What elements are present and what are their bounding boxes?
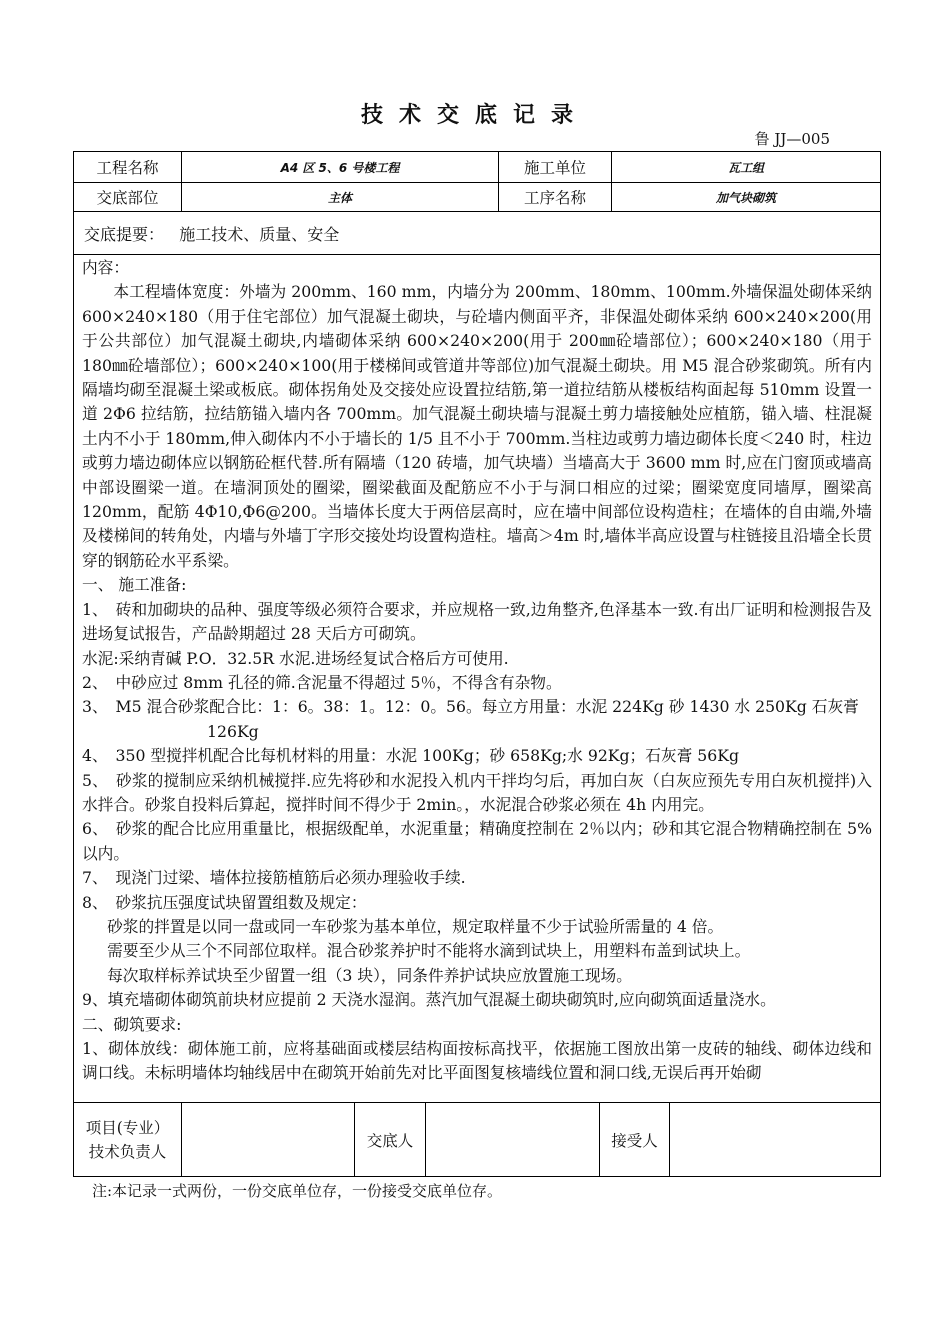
prep-item: 砂浆的拌置是以同一盘或同一车砂浆为基本单位，规定取样量不少于试验所需量的 4 倍。 — [107, 916, 724, 936]
prep-item: 8、 砂浆抗压强度试块留置组数及规定： — [82, 892, 367, 912]
prep-item: 9、填充墙砌体砌筑前块材应提前 2 天浇水湿润。蒸汽加气混凝土砌块砌筑时,应向砌筑面适量浇水。 — [82, 990, 776, 1010]
prep-item: 需要至少从三个不同部位取样。混合砂浆养护时不能将水滴到试块上，用塑料布盖到试块上。 — [107, 941, 751, 961]
prep-item: 水泥:采纳青碱 P.O．32.5R 水泥.进场经复试合格后方可使用. — [82, 648, 509, 668]
process-name-label: 工序名称 — [523, 189, 586, 207]
process-name-value: 加气块砌筑 — [715, 190, 776, 205]
handover-part-value: 主体 — [327, 190, 352, 205]
prep-item: 7、 现浇门过梁、墙体拉接筋植筋后必须办理验收手续. — [82, 868, 466, 888]
row-divider — [74, 211, 880, 212]
prep-item: 1、 砖和加砌块的品种、强度等级必须符合要求，并应规格一致,边角整齐,色泽基本一致.有出厂证明和检测报告及进场复试报告，产品龄期超过 28 天后方可砌筑。 — [82, 599, 872, 644]
content-paragraph: 本工程墙体宽度：外墙为 200mm、160 mm，内墙分为 200mm、180mm、100mm.外墙保温处砌体采纳 600×240×180（用于住宅部位）加气混凝土砌块，与砼墙内侧面平齐，非保温处砌体采纳 600×240×200(用于公共部位）加气混凝土砌块,内墙砌体采纳 600×240×200(用于 200㎜砼墙部位）；600×240×180（用于 180㎜砼墙部位）；600×240×100(用于楼梯间或管道井等部位)加气混凝土砌块。用 M5 混合砂浆砌筑。所有内隔墙均砌至混凝土梁或板底。砌体拐角处及交接处应设置拉结筋,第一道拉结筋从楼板结构面起每 510mm 设置一道 2Φ6 拉结筋，拉结筋锚入墙内各 700mm。加气混凝土砌块墙与混凝土剪力墙接触处应植筋，锚入墙、柱混凝土内不小于 180mm,伸入砌体内不小于墙长的 1/5 且不小于 700mm.当柱边或剪力墙边砌体长度＜240 时，柱边或剪力墙边砌体应以钢筋砼框代替.所有隔墙（120 砖墙，加气块墙）当墙高大于 3600 mm 时,应在门窗顶或墙高中部设圈梁一道。在墙洞顶处的圈梁，圈梁截面及配筋应不小于与洞口相应的过梁；圈梁宽度同墙厚，圈梁高 120mm，配筋 4Φ10,Φ6@200。当墙体长度大于两倍层高时，应在墙中间部位设构造柱；在墙体的自由端,外墙及楼梯间的转角处，内墙与外墙丁字形交接处均设置构造柱。墙高＞4m 时,墙体半高应设置与柱链接且沿墙全长贯穿的钢筋砼水平系梁。 — [82, 282, 872, 570]
prep-item: 6、 砂浆的配合比应用重量比，根据级配单，水泥重量；精确度控制在 2％以内；砂和其它混合物精确控制在 5%以内。 — [82, 819, 872, 863]
summary-label: 交底提要： — [84, 225, 165, 244]
record-table — [73, 151, 881, 1177]
masonry-item: 1、砌体放线：砌体施工前，应将基础面或楼层结构面按标高找平，依据施工图放出第一皮砖的轴线、砌体边线和调口线。未标明墙体均轴线居中在砌筑开始前先对比平面图复核墙线位置和洞口线,无误后再开始砌 — [82, 1039, 872, 1083]
row-divider — [74, 254, 880, 255]
construction-unit-label: 施工单位 — [523, 159, 586, 177]
prep-item: 2、 中砂应过 8mm 孔径的筛.含泥量不得超过 5％，不得含有杂物。 — [82, 672, 562, 692]
summary-row — [84, 222, 339, 245]
presenter-label: 交底人 — [366, 1132, 414, 1150]
presenter-signature — [426, 1103, 599, 1177]
page-title: 技术交底记录 — [360, 102, 589, 128]
construction-unit-value: 瓦工组 — [727, 160, 764, 175]
summary-value: 施工技术、质量、安全 — [179, 225, 340, 244]
prep-item: 每次取样标养试块至少留置一组（3 块），同条件养护试块应放置施工现场。 — [107, 965, 632, 985]
document-code: 鲁 JJ—005 — [754, 130, 830, 148]
content-heading: 内容： — [82, 258, 130, 277]
project-name-label: 工程名称 — [96, 159, 159, 177]
receiver-label: 接受人 — [611, 1132, 658, 1150]
prep-item: 3、 M5 混合砂浆配合比：1：6。38：1。12：0。56。每立方用量：水泥 224Kg 砂 1430 水 250Kg 石灰膏 — [82, 697, 859, 717]
tech-lead-signature — [182, 1103, 354, 1177]
footer-note: 注:本记录一式两份，一份交底单位存，一份接受交底单位存。 — [92, 1182, 503, 1200]
tech-lead-label: 项目(专业）技术负责人 — [85, 1119, 170, 1161]
prep-item: 4、 350 型搅拌机配合比每机材料的用量：水泥 100Kg；砂 658Kg;水 92Kg；石灰膏 56Kg — [82, 746, 740, 766]
handover-part-label: 交底部位 — [96, 189, 159, 207]
content-body — [82, 256, 872, 1104]
project-name-value: A4 区 5、6 号楼工程 — [280, 160, 400, 175]
prep-item: 126Kg — [207, 721, 259, 741]
section-heading-masonry: 二、砌筑要求: — [82, 1014, 182, 1034]
section-heading-prep: 一、 施工准备: — [82, 575, 187, 595]
prep-item: 5、 砂浆的搅制应采纳机械搅拌.应先将砂和水泥投入机内干拌均匀后，再加白灰（白灰应预先专用白灰机搅拌)入水拌合。砂浆自投料后算起，搅拌时间不得少于 2min。，水泥混合砂浆必须在 4h 内用完。 — [82, 770, 872, 814]
receiver-signature — [670, 1103, 880, 1177]
